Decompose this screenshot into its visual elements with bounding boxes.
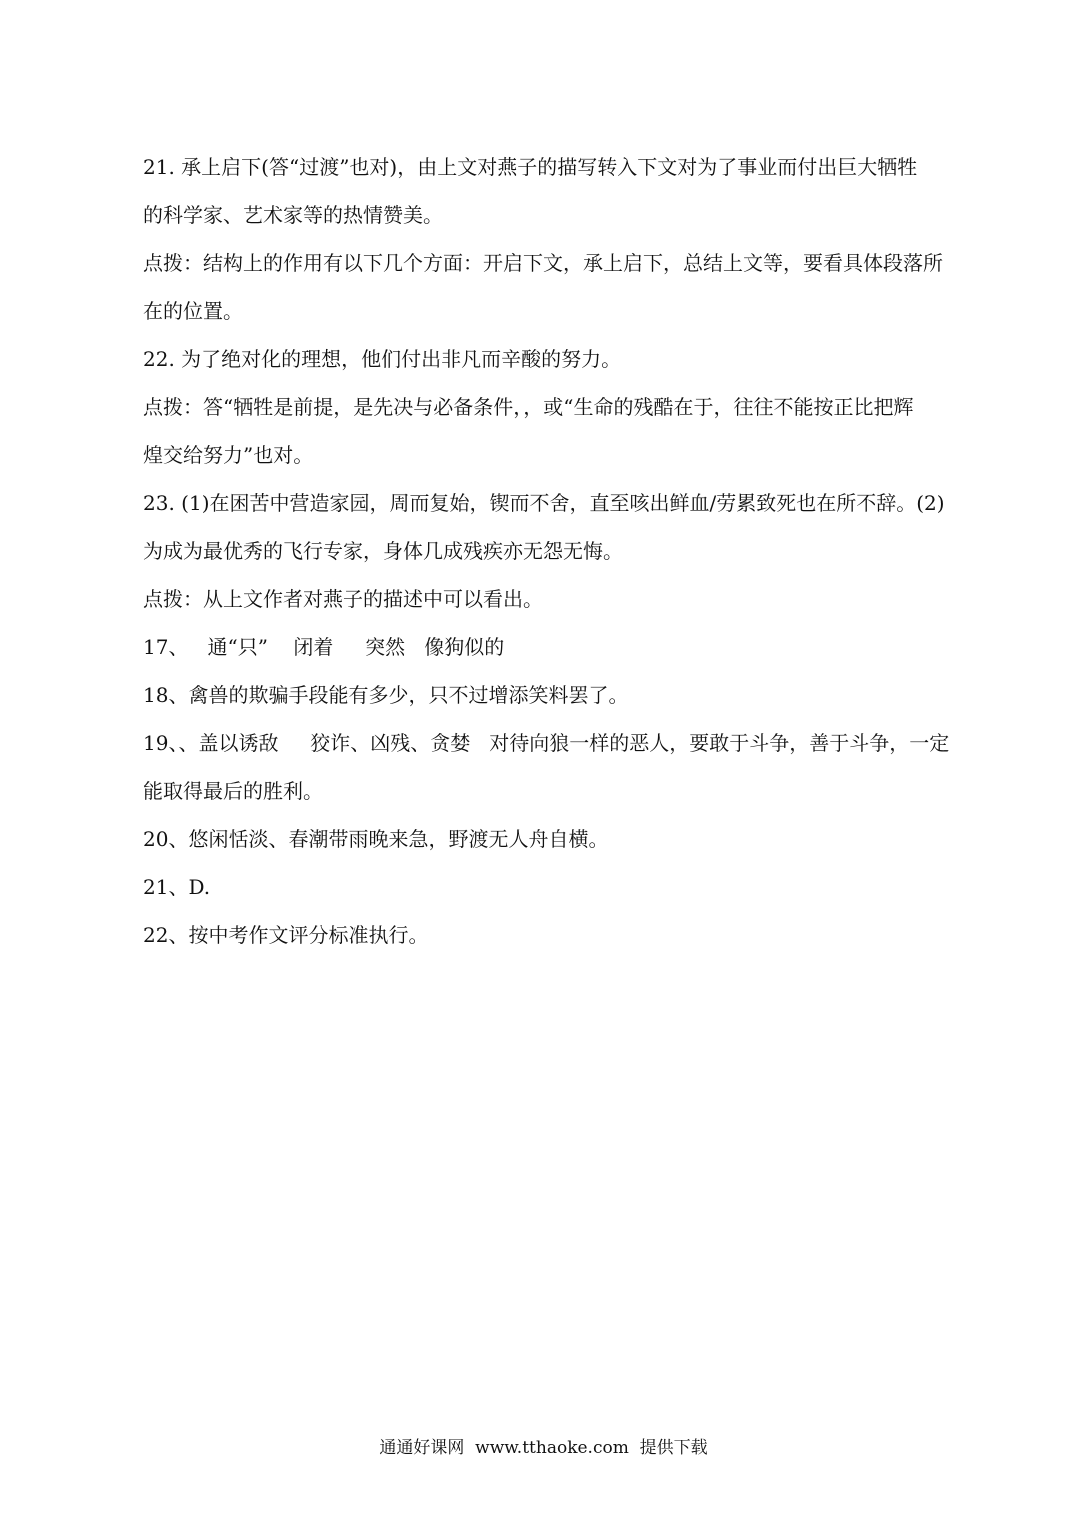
- text-line: 17、 通“只” 闭着 突然 像狗似的: [143, 635, 505, 659]
- text-line: 点拨：答“牺牲是前提，是先决与必备条件，，或“生命的残酷在于，往往不能按正比把辉: [143, 395, 914, 419]
- page-footer: 通通好课网 www.tthaoke.com 提供下载: [379, 1438, 708, 1458]
- text-line: 22、按中考作文评分标准执行。: [143, 923, 429, 947]
- text-line: 为成为最优秀的飞行专家，身体几成残疾亦无怨无悔。: [143, 539, 623, 563]
- text-line: 煌交给努力”也对。: [143, 443, 314, 467]
- text-line: 在的位置。: [143, 299, 243, 323]
- text-line: 的科学家、艺术家等的热情赞美。: [143, 203, 443, 227]
- text-line: 18、禽兽的欺骗手段能有多少，只不过增添笑料罢了。: [143, 683, 629, 707]
- text-line: 21、D.: [143, 875, 211, 899]
- text-line: 21. 承上启下(答“过渡”也对)，由上文对燕子的描写转入下文对为了事业而付出巨大牺牲: [143, 155, 918, 179]
- text-line: 能取得最后的胜利。: [143, 779, 323, 803]
- answer-text-body: [143, 155, 1011, 971]
- text-line: 22. 为了绝对化的理想，他们付出非凡而辛酸的努力。: [143, 347, 622, 371]
- text-line: 点拨：结构上的作用有以下几个方面：开启下文，承上启下，总结上文等，要看具体段落所: [143, 251, 943, 275]
- text-line: 20、悠闲恬淡、春潮带雨晚来急，野渡无人舟自横。: [143, 827, 609, 851]
- text-line: 点拨：从上文作者对燕子的描述中可以看出。: [143, 587, 543, 611]
- text-line: 19、、盖以诱敌 狡诈、凶残、贪婪 对待向狼一样的恶人，要敢于斗争，善于斗争，一定: [143, 731, 950, 755]
- text-line: 23. (1)在困苦中营造家园，周而复始，锲而不舍，直至咳出鲜血/劳累致死也在所不辞。(2): [143, 491, 945, 515]
